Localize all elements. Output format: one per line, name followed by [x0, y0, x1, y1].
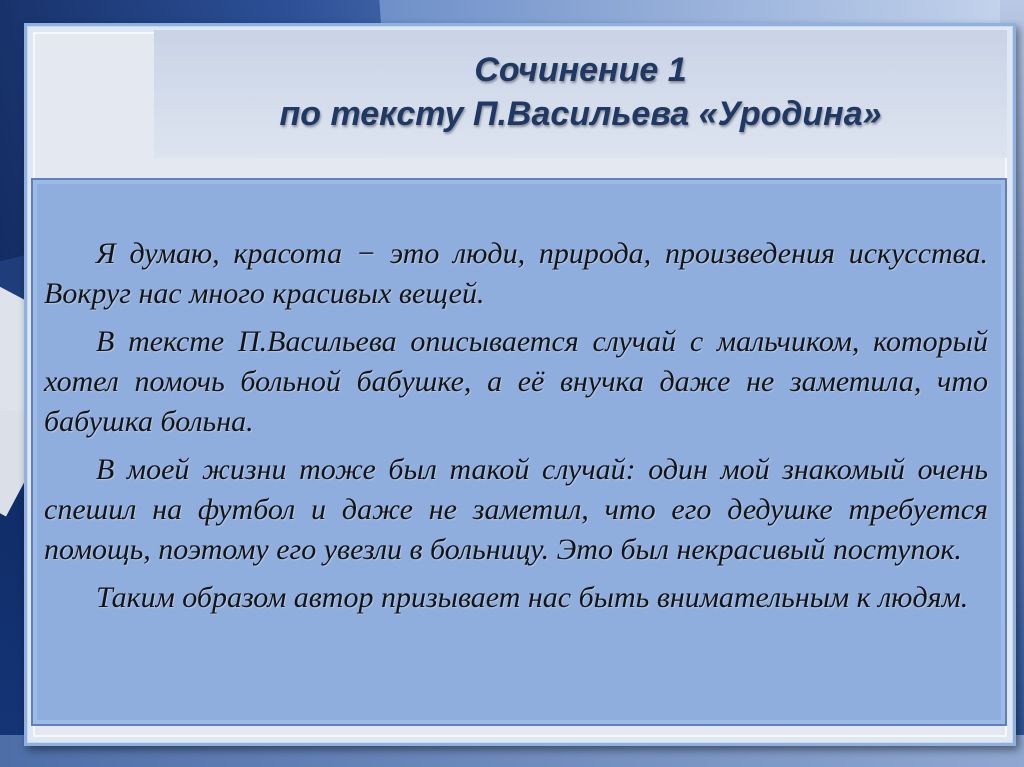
- essay-paragraph-3: В моей жизни тоже был такой случай: один мой знакомый очень спешил на футбол и даже не заметил, что его дедушке требуется помощь, поэтому его увезли в больницу. Это был некрасивый поступок.: [44, 453, 988, 566]
- essay-paragraph-1: Я думаю, красота − это люди, природа, произведения искусства. Вокруг нас много красивых вещей.: [44, 237, 988, 310]
- essay-text: [44, 234, 988, 626]
- essay-paragraph-2: В тексте П.Васильева описывается случай с мальчиком, который хотел помочь больной бабушке, а её внучка даже не заметила, что бабушка больна.: [44, 325, 988, 438]
- essay-paragraph-4: Таким образом автор призывает нас быть внимательным к людям.: [96, 581, 969, 614]
- title-line-2: по тексту П.Васильева «Уродина»: [279, 95, 882, 133]
- slide-title: [154, 48, 1007, 136]
- title-line-1: Сочинение 1: [474, 51, 687, 89]
